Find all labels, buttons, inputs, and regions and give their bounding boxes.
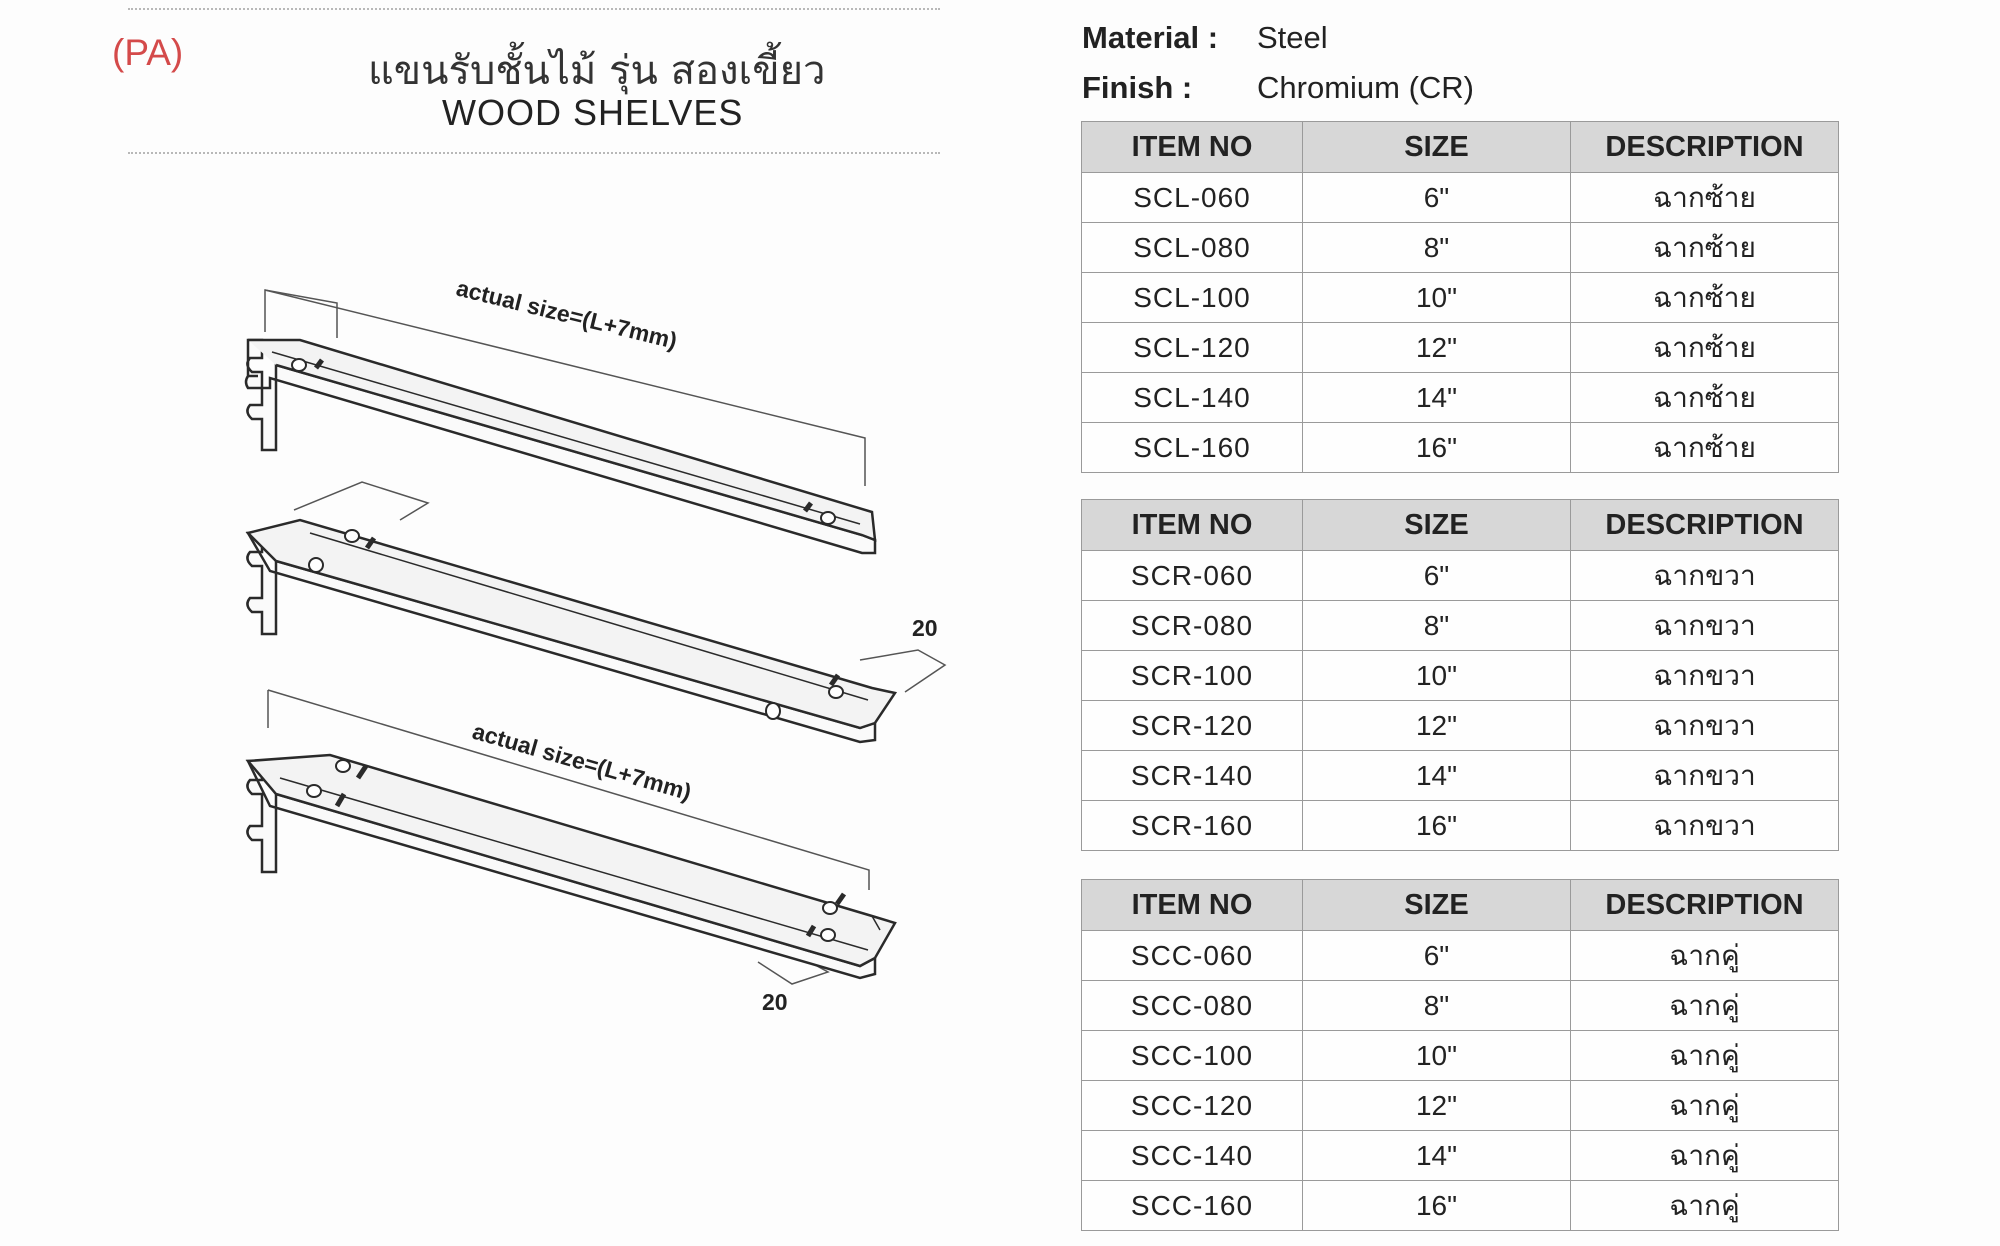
product-title-thai: แขนรับชั้นไม้ รุ่น สองเขี้ยว: [368, 48, 826, 94]
description-cell: ฉากคู่: [1571, 1031, 1839, 1081]
table-row: [1082, 323, 1839, 373]
table-row: [1082, 981, 1839, 1031]
slot-icon: [837, 894, 844, 904]
table-row: [1082, 701, 1839, 751]
size-cell: 8": [1303, 223, 1571, 273]
description-cell: ฉากซ้าย: [1571, 273, 1839, 323]
description-cell: ฉากซ้าย: [1571, 223, 1839, 273]
product-title-english: WOOD SHELVES: [442, 92, 744, 133]
size-cell: 12": [1303, 1081, 1571, 1131]
table-row: [1082, 1031, 1839, 1081]
hole-icon: [823, 902, 837, 914]
table-row: [1082, 551, 1839, 601]
dim-line-top-left: [265, 290, 337, 338]
spec-table-right: [1081, 499, 1839, 851]
column-header-item-no: ITEM NO: [1082, 500, 1303, 551]
dimension-20-mid: 20: [912, 615, 938, 641]
column-header-size: SIZE: [1303, 500, 1571, 551]
hole-icon: [766, 703, 780, 719]
actual-size-label-top: actual size=(L+7mm): [453, 274, 680, 354]
material-value: Steel: [1257, 20, 1328, 55]
hole-icon: [309, 558, 323, 572]
item-no-cell: SCR-100: [1082, 651, 1303, 701]
spec-table-left: [1081, 121, 1839, 473]
table-row: [1082, 173, 1839, 223]
description-cell: ฉากคู่: [1571, 931, 1839, 981]
dim-line-mid-right: [860, 650, 945, 692]
bracket-right-shape: [247, 520, 895, 742]
description-cell: ฉากขวา: [1571, 551, 1839, 601]
item-no-cell: SCL-060: [1082, 173, 1303, 223]
hole-icon: [821, 512, 835, 524]
dim-line-mid-left: [294, 482, 428, 520]
table-row: [1082, 651, 1839, 701]
hole-icon: [292, 359, 306, 371]
size-cell: 10": [1303, 651, 1571, 701]
column-header-item-no: ITEM NO: [1082, 122, 1303, 173]
item-no-cell: SCR-140: [1082, 751, 1303, 801]
finish-label: Finish :: [1082, 70, 1193, 105]
table-row: [1082, 1081, 1839, 1131]
description-cell: ฉากคู่: [1571, 1181, 1839, 1231]
column-header-size: SIZE: [1303, 122, 1571, 173]
table-row: [1082, 423, 1839, 473]
item-no-cell: SCC-100: [1082, 1031, 1303, 1081]
column-header-item-no: ITEM NO: [1082, 880, 1303, 931]
item-no-cell: SCR-080: [1082, 601, 1303, 651]
material-spec: [1082, 20, 1328, 56]
description-cell: ฉากซ้าย: [1571, 373, 1839, 423]
bracket-left-shape: [246, 340, 875, 553]
description-cell: ฉากขวา: [1571, 751, 1839, 801]
table-row: [1082, 1181, 1839, 1231]
finish-spec: [1082, 70, 1474, 106]
finish-value: Chromium (CR): [1257, 70, 1474, 105]
item-no-cell: SCR-060: [1082, 551, 1303, 601]
item-no-cell: SCL-140: [1082, 373, 1303, 423]
table-row: [1082, 931, 1839, 981]
item-no-cell: SCL-120: [1082, 323, 1303, 373]
dimension-20-bottom: 20: [762, 989, 788, 1015]
hole-icon: [345, 530, 359, 542]
description-cell: ฉากขวา: [1571, 601, 1839, 651]
description-cell: ฉากซ้าย: [1571, 323, 1839, 373]
size-cell: 10": [1303, 1031, 1571, 1081]
item-no-cell: SCL-080: [1082, 223, 1303, 273]
size-cell: 8": [1303, 601, 1571, 651]
table-row: [1082, 273, 1839, 323]
description-cell: ฉากคู่: [1571, 1081, 1839, 1131]
size-cell: 10": [1303, 273, 1571, 323]
description-cell: ฉากซ้าย: [1571, 423, 1839, 473]
column-header-size: SIZE: [1303, 880, 1571, 931]
item-no-cell: SCC-080: [1082, 981, 1303, 1031]
item-no-cell: SCR-120: [1082, 701, 1303, 751]
size-cell: 16": [1303, 801, 1571, 851]
table-row: [1082, 1131, 1839, 1181]
column-header-description: DESCRIPTION: [1571, 880, 1839, 931]
size-cell: 6": [1303, 931, 1571, 981]
hole-icon: [829, 686, 843, 698]
table-header-row: [1082, 880, 1839, 931]
size-cell: 6": [1303, 173, 1571, 223]
table-row: [1082, 601, 1839, 651]
size-cell: 8": [1303, 981, 1571, 1031]
description-cell: ฉากขวา: [1571, 801, 1839, 851]
item-no-cell: SCL-100: [1082, 273, 1303, 323]
actual-size-label-bottom: actual size=(L+7mm): [469, 717, 695, 806]
table-row: [1082, 373, 1839, 423]
description-cell: ฉากคู่: [1571, 1131, 1839, 1181]
size-cell: 14": [1303, 373, 1571, 423]
size-cell: 16": [1303, 1181, 1571, 1231]
description-cell: ฉากขวา: [1571, 701, 1839, 751]
product-code: (PA): [112, 32, 184, 73]
size-cell: 12": [1303, 701, 1571, 751]
hole-icon: [336, 760, 350, 772]
size-cell: 16": [1303, 423, 1571, 473]
bracket-double-shape: [247, 755, 895, 978]
column-header-description: DESCRIPTION: [1571, 500, 1839, 551]
item-no-cell: SCC-060: [1082, 931, 1303, 981]
description-cell: ฉากขวา: [1571, 651, 1839, 701]
material-label: Material :: [1082, 20, 1219, 55]
hole-icon: [821, 929, 835, 941]
column-header-description: DESCRIPTION: [1571, 122, 1839, 173]
item-no-cell: SCR-160: [1082, 801, 1303, 851]
table-header-row: [1082, 500, 1839, 551]
bracket-technical-drawing: [0, 0, 960, 1246]
hole-icon: [307, 785, 321, 797]
table-row: [1082, 223, 1839, 273]
description-cell: ฉากคู่: [1571, 981, 1839, 1031]
spec-table-double: [1081, 879, 1839, 1231]
item-no-cell: SCC-140: [1082, 1131, 1303, 1181]
description-cell: ฉากซ้าย: [1571, 173, 1839, 223]
table-row: [1082, 751, 1839, 801]
size-cell: 6": [1303, 551, 1571, 601]
item-no-cell: SCL-160: [1082, 423, 1303, 473]
table-row: [1082, 801, 1839, 851]
table-header-row: [1082, 122, 1839, 173]
size-cell: 12": [1303, 323, 1571, 373]
size-cell: 14": [1303, 1131, 1571, 1181]
size-cell: 14": [1303, 751, 1571, 801]
item-no-cell: SCC-120: [1082, 1081, 1303, 1131]
item-no-cell: SCC-160: [1082, 1181, 1303, 1231]
